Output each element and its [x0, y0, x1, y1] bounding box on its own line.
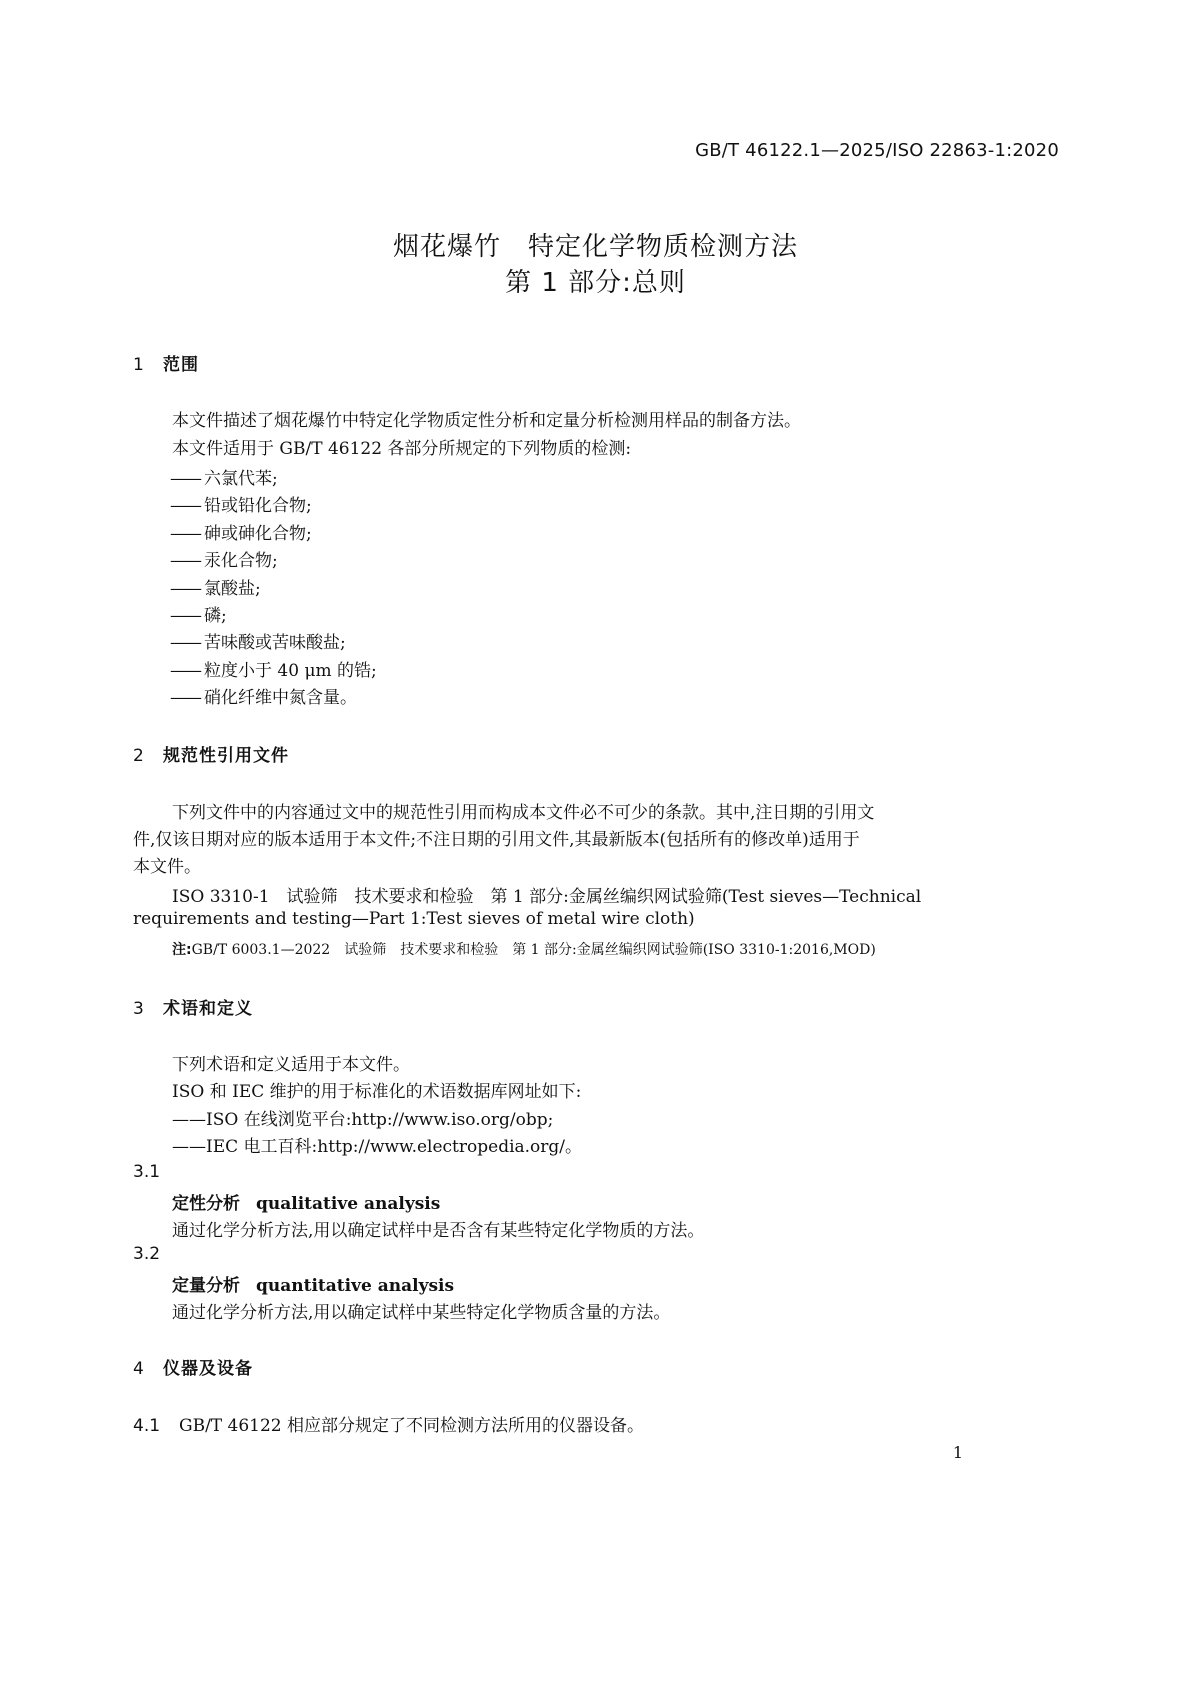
term-database-item: ——IEC 电工百科:http://www.electropedia.org/。 — [172, 1137, 583, 1157]
section-number: 3 — [133, 999, 145, 1019]
section-number: 2 — [133, 746, 145, 766]
note-label: 注: — [172, 942, 192, 958]
clause-text: GB/T 46122 相应部分规定了不同检测方法所用的仪器设备。 — [179, 1416, 645, 1436]
section-title: 术语和定义 — [163, 999, 253, 1019]
reference-line-2: requirements and testing—Part 1:Test sieves of metal wire cloth) — [133, 909, 695, 929]
clause-4-1 — [133, 1411, 644, 1436]
list-item: —— 苦味酸或苦味酸盐; — [170, 628, 377, 655]
section-2-heading — [133, 741, 289, 766]
term-definition: 通过化学分析方法,用以确定试样中是否含有某些特定化学物质的方法。 — [172, 1221, 705, 1241]
section-title: 规范性引用文件 — [163, 746, 289, 766]
document-code: GB/T 46122.1—2025/ISO 22863-1:2020 — [695, 140, 1059, 161]
list-item: —— 磷; — [170, 601, 377, 628]
term-number: 3.1 — [133, 1162, 161, 1182]
section-1-para-2: 本文件适用于 GB/T 46122 各部分所规定的下列物质的检测: — [172, 439, 632, 459]
section-3-para-1: 下列术语和定义适用于本文件。 — [172, 1055, 410, 1075]
list-item: —— 六氯代苯; — [170, 464, 377, 491]
document-title-line1: 烟花爆竹 特定化学物质检测方法 — [392, 232, 798, 262]
term-title — [172, 1189, 440, 1214]
reference-note — [172, 939, 876, 959]
term-zh: 定性分析 — [172, 1194, 240, 1214]
term-title — [172, 1271, 454, 1296]
list-item: —— 硝化纤维中氮含量。 — [170, 683, 377, 710]
section-4-heading — [133, 1354, 253, 1379]
list-item: —— 粒度小于 40 μm 的锆; — [170, 656, 377, 683]
section-2-para-line-1: 下列文件中的内容通过文中的规范性引用而构成本文件必不可少的条款。其中,注日期的引用文 — [172, 803, 875, 823]
list-item: —— 铅或铅化合物; — [170, 491, 377, 518]
note-text: GB/T 6003.1—2022 试验筛 技术要求和检验 第 1 部分:金属丝编织网试验筛(ISO 3310-1:2016,MOD) — [191, 942, 876, 958]
list-item: —— 砷或砷化合物; — [170, 519, 377, 546]
term-zh: 定量分析 — [172, 1276, 240, 1296]
reference-line-1: ISO 3310-1 试验筛 技术要求和检验 第 1 部分:金属丝编织网试验筛(Test sieves—Technical — [172, 887, 922, 907]
term-en: qualitative analysis — [256, 1194, 441, 1214]
section-number: 1 — [133, 355, 145, 375]
clause-number: 4.1 — [133, 1416, 161, 1436]
term-en: quantitative analysis — [256, 1276, 455, 1296]
section-3-heading — [133, 994, 253, 1019]
list-item: —— 汞化合物; — [170, 546, 377, 573]
term-database-item: ——ISO 在线浏览平台:http://www.iso.org/obp; — [172, 1110, 554, 1130]
substance-list — [170, 464, 377, 711]
term-definition: 通过化学分析方法,用以确定试样中某些特定化学物质含量的方法。 — [172, 1303, 671, 1323]
section-1-para-1: 本文件描述了烟花爆竹中特定化学物质定性分析和定量分析检测用样品的制备方法。 — [172, 411, 801, 431]
section-2-para-line-2: 件,仅该日期对应的版本适用于本文件;不注日期的引用文件,其最新版本(包括所有的修改单)适用于 — [133, 830, 860, 850]
page-number: 1 — [952, 1443, 963, 1462]
document-title-line2: 第 1 部分:总则 — [505, 268, 686, 298]
section-title: 范围 — [163, 355, 199, 375]
section-number: 4 — [133, 1359, 145, 1379]
list-item: —— 氯酸盐; — [170, 574, 377, 601]
term-number: 3.2 — [133, 1244, 161, 1264]
section-2-para-line-3: 本文件。 — [133, 857, 201, 877]
section-title: 仪器及设备 — [163, 1359, 253, 1379]
section-3-para-2: ISO 和 IEC 维护的用于标准化的术语数据库网址如下: — [172, 1082, 582, 1102]
section-1-heading — [133, 350, 199, 375]
